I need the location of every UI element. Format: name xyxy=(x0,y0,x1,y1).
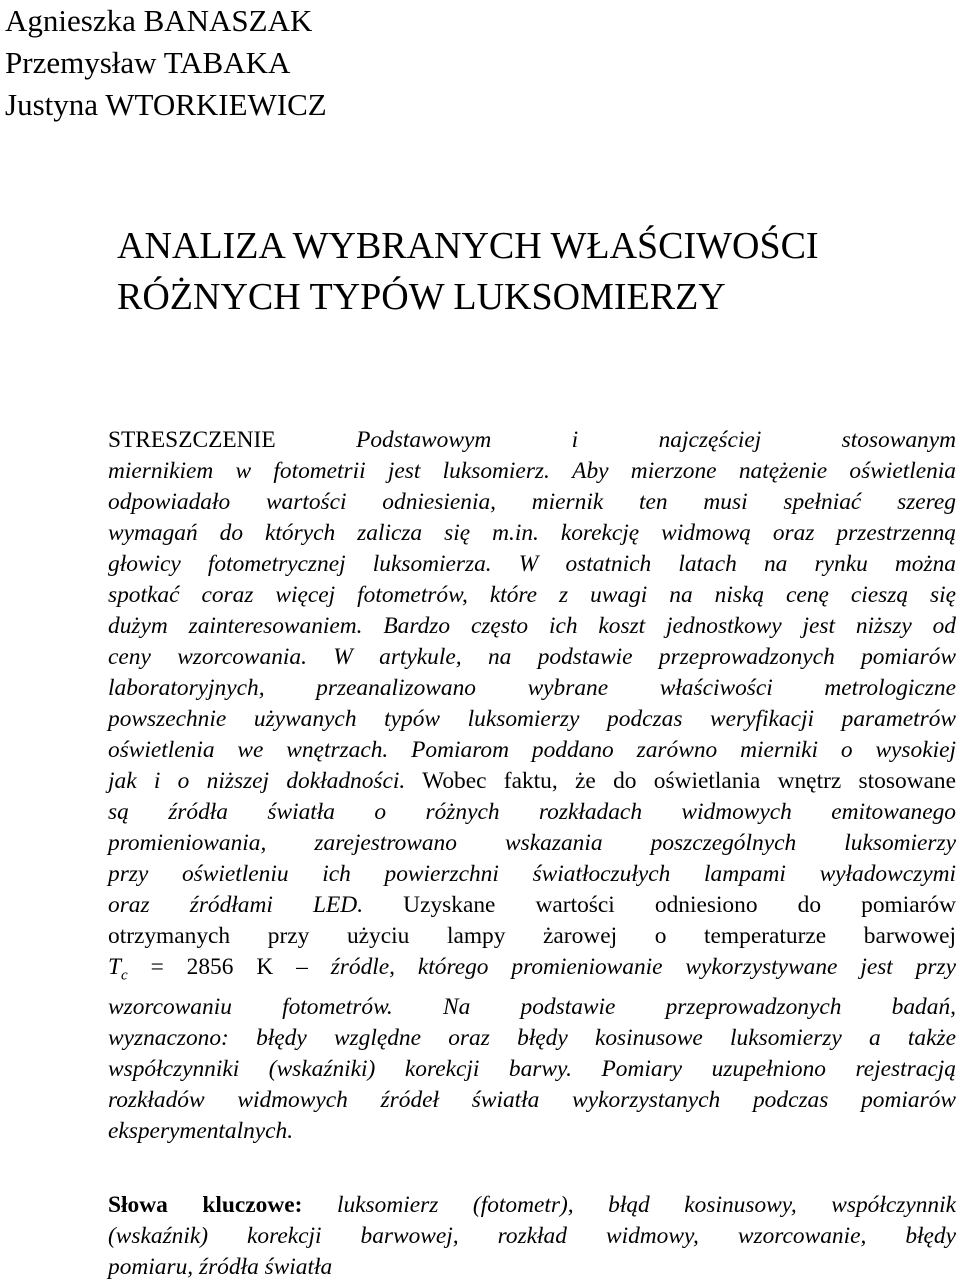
author-name: Przemysław TABAKA xyxy=(5,45,291,80)
author-list xyxy=(5,0,327,126)
abstract-line: współczynniki (wskaźniki) korekcji barwy. Pomiary uzupełniono rejestracją xyxy=(108,1055,956,1082)
author-name: Justyna WTORKIEWICZ xyxy=(5,87,327,122)
abstract-line: wymagań do których zalicza się m.in. korekcję widmową oraz przestrzenną xyxy=(108,520,956,546)
keywords-line: Słowa kluczowe: luksomierz (fotometr), błąd kosinusowy, współczynnik xyxy=(108,1192,957,1218)
abstract-line: ceny wzorcowania. W artykule, na podstawie przeprowadzonych pomiarów xyxy=(108,644,956,670)
abstract-line: jak i o niższej dokładności. Wobec faktu, że do oświetlania wnętrz stosowane xyxy=(108,768,956,794)
abstract-line: miernikiem w fotometrii jest luksomierz. Aby mierzone natężenie oświetlenia xyxy=(108,458,956,484)
abstract xyxy=(108,425,956,1147)
title-line: RÓŻNYCH TYPÓW LUKSOMIERZY xyxy=(117,276,726,318)
keywords-line: pomiaru, źródła światła xyxy=(108,1254,333,1280)
abstract-line: oświetlenia we wnętrzach. Pomiarom poddano zarówno mierniki o wysokiej xyxy=(108,737,956,763)
abstract-line: rozkładów widmowych źródeł światła wykorzystanych podczas pomiarów xyxy=(108,1086,956,1113)
abstract-line: promieniowania, zarejestrowano wskazania poszczególnych luksomierzy xyxy=(108,830,956,856)
abstract-line: są źródła światła o różnych rozkładach widmowych emitowanego xyxy=(108,799,956,825)
abstract-line: otrzymanych przy użyciu lampy żarowej o temperaturze barwowej xyxy=(108,923,956,949)
temperature-symbol: T xyxy=(108,954,122,980)
keywords xyxy=(108,1190,956,1283)
abstract-line: STRESZCZENIE Podstawowym i najczęściej stosowanym xyxy=(108,427,956,453)
author-name: Agnieszka BANASZAK xyxy=(5,3,313,38)
paper-title xyxy=(117,221,819,323)
abstract-line: wyznaczono: błędy względne oraz błędy kosinusowe luksomierzy a także xyxy=(108,1024,956,1051)
abstract-line: oraz źródłami LED. Uzyskane wartości odniesiono do pomiarów xyxy=(108,892,956,918)
abstract-line: $T_c = 2856$ K – źródle, którego promieniowanie wykorzystywane jest przy xyxy=(108,954,956,984)
temperature-subscript: c xyxy=(121,967,128,984)
abstract-line: wzorcowaniu fotometrów. Na podstawie przeprowadzonych badań, xyxy=(108,993,956,1020)
abstract-line: dużym zainteresowaniem. Bardzo często ich koszt jednostkowy jest niższy od xyxy=(108,613,956,639)
abstract-line: powszechnie używanych typów luksomierzy podczas weryfikacji parametrów xyxy=(108,706,956,732)
abstract-line: przy oświetleniu ich powierzchni światłoczułych lampami wyładowczymi xyxy=(108,861,956,887)
abstract-line: odpowiadało wartości odniesienia, miernik ten musi spełniać szereg xyxy=(108,489,956,515)
abstract-line: eksperymentalnych. xyxy=(108,1117,294,1144)
abstract-heading: STRESZCZENIE xyxy=(108,427,276,453)
abstract-line: głowicy fotometrycznej luksomierza. W ostatnich latach na rynku można xyxy=(108,551,956,577)
keywords-line: (wskaźnik) korekcji barwowej, rozkład widmowy, wzorcowanie, błędy xyxy=(108,1223,956,1249)
abstract-line: spotkać coraz więcej fotometrów, które z uwagi na niską cenę cieszą się xyxy=(108,582,956,608)
keywords-label: Słowa kluczowe: xyxy=(108,1192,303,1218)
abstract-line: laboratoryjnych, przeanalizowano wybrane właściwości metrologiczne xyxy=(108,675,956,701)
title-line: ANALIZA WYBRANYCH WŁAŚCIWOŚCI xyxy=(117,225,819,267)
